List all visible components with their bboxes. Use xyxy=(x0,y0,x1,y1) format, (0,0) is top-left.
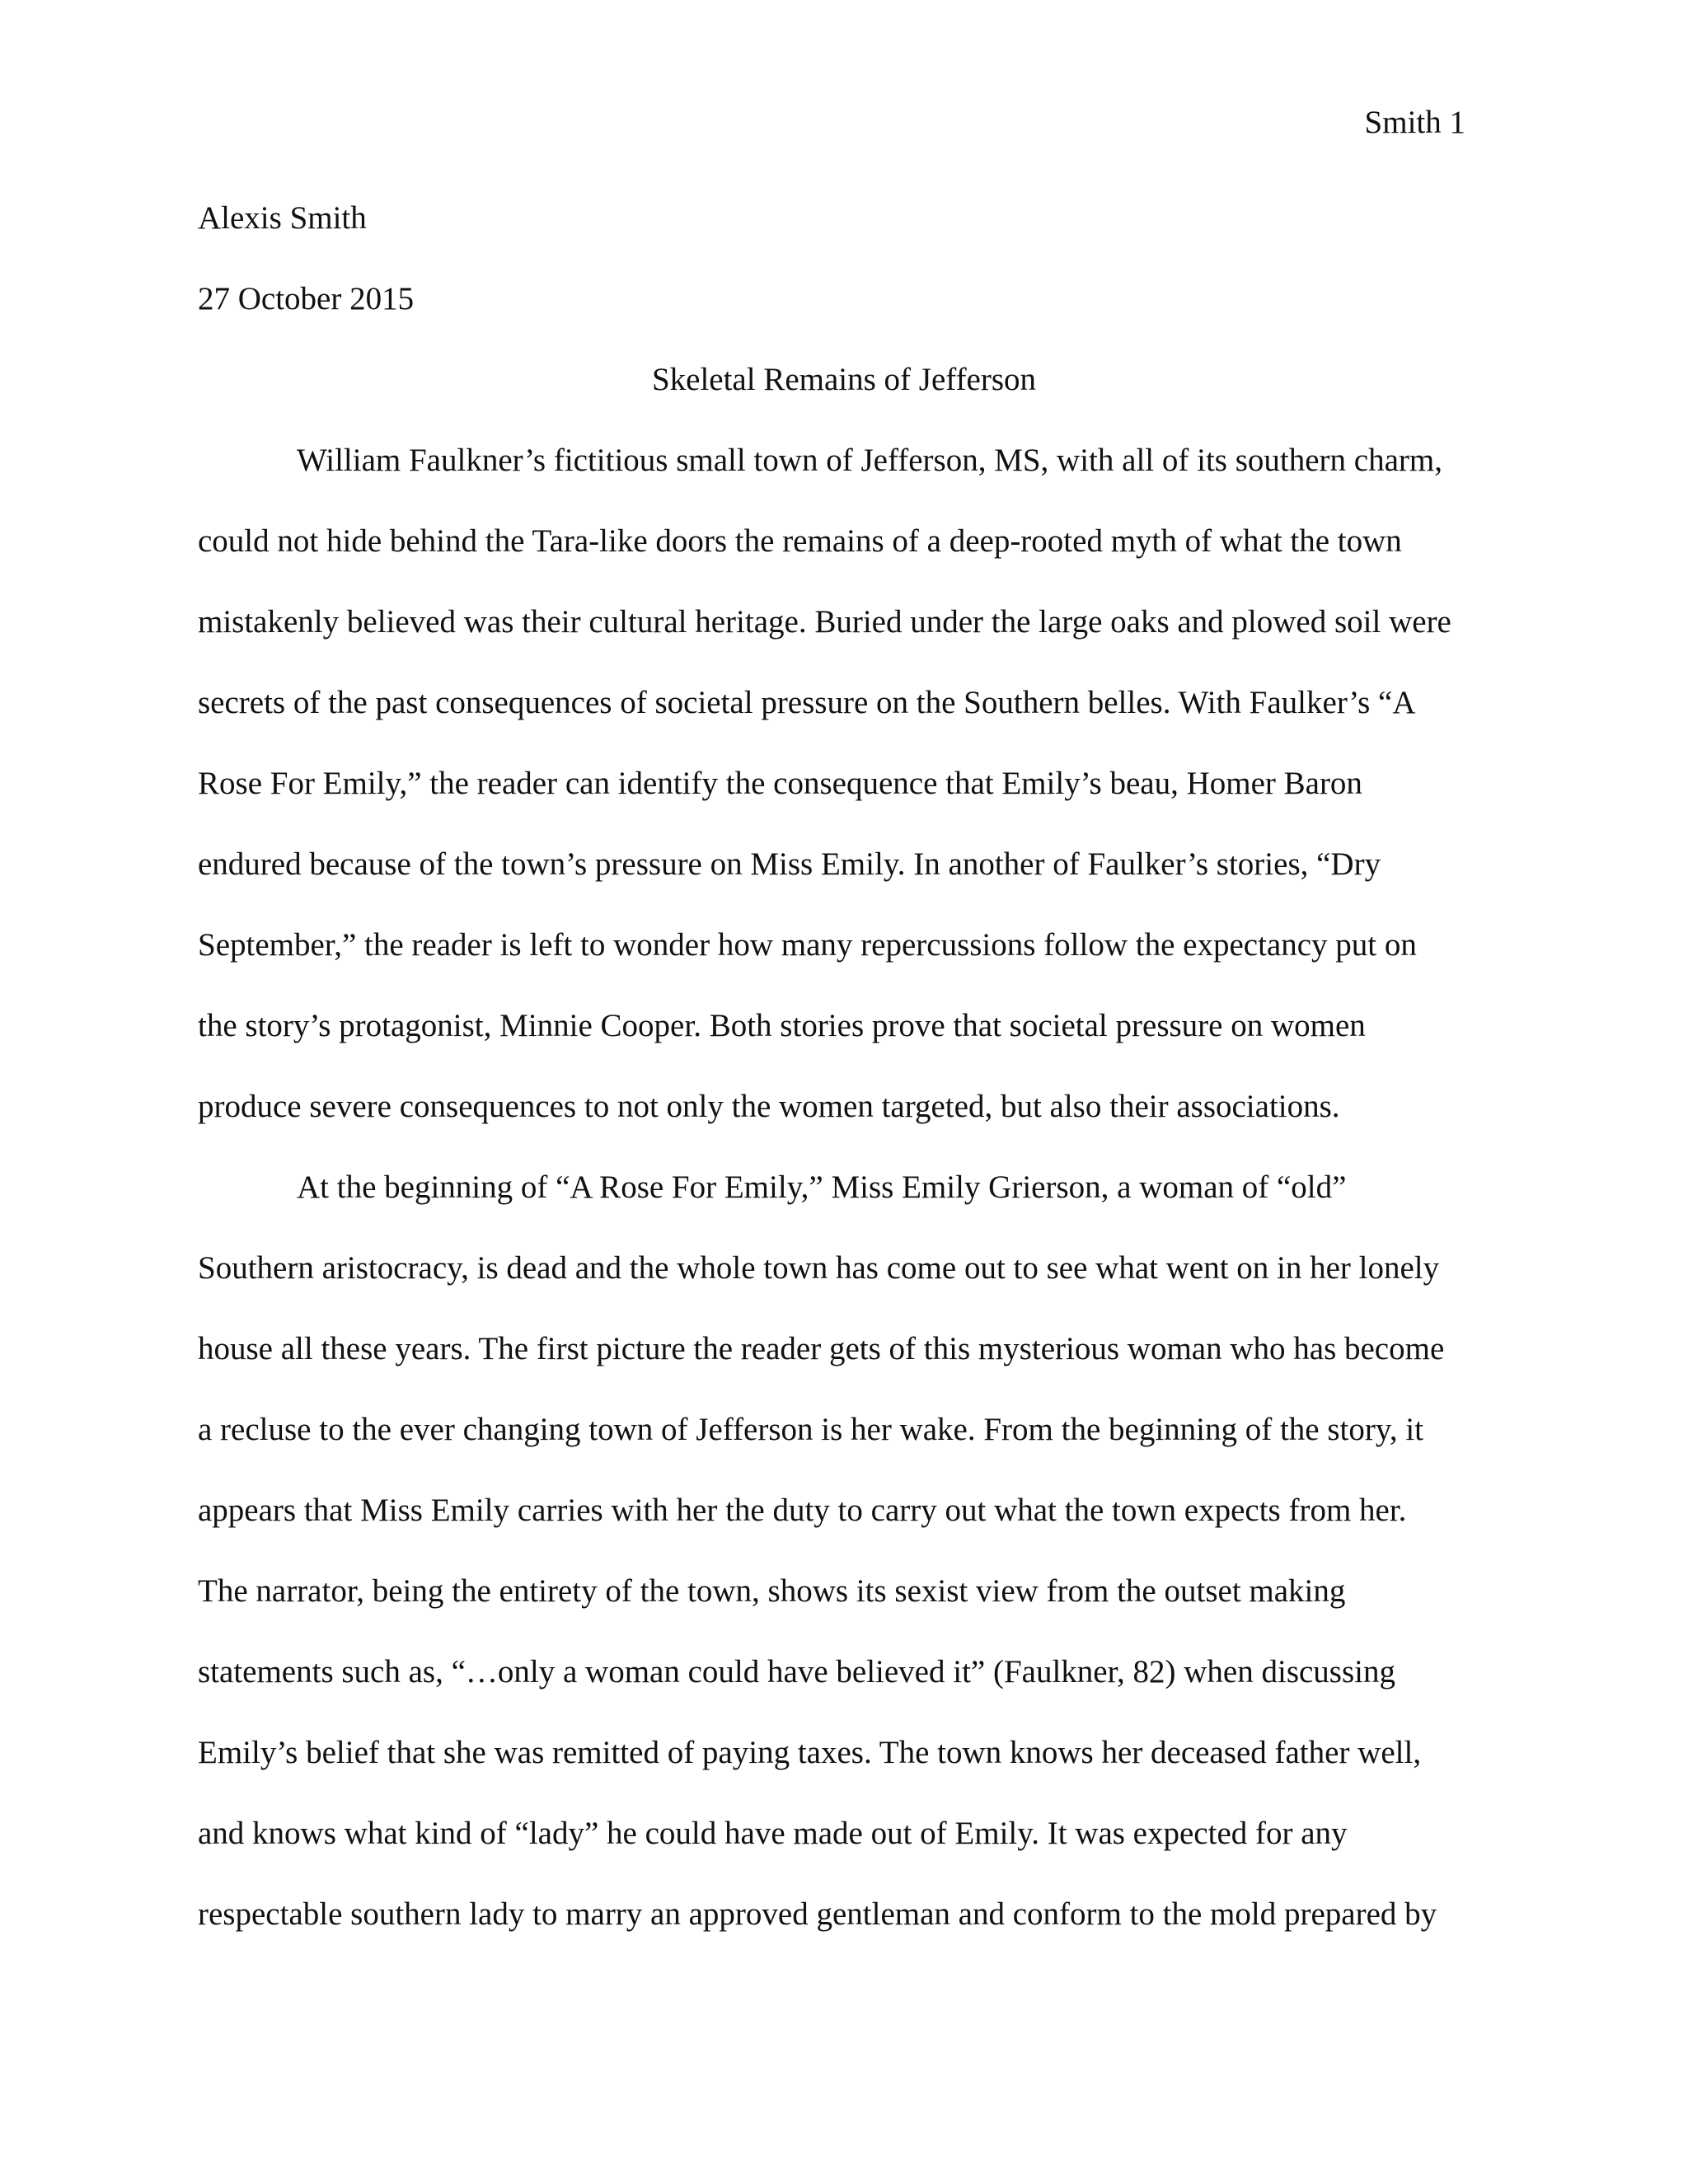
paragraph-2-line-8: Emily’s belief that she was remitted of paying taxes. The town knows her deceased father well, xyxy=(198,1735,1422,1770)
essay-body xyxy=(198,437,1490,1971)
paragraph-2-line-4: a recluse to the ever changing town of Jefferson is her wake. From the beginning of the story, it xyxy=(198,1412,1424,1447)
page-header: Smith 1 xyxy=(1364,105,1465,140)
paragraph-1-line-3: mistakenly believed was their cultural heritage. Buried under the large oaks and plowed soil were xyxy=(198,604,1451,640)
author-name: Alexis Smith xyxy=(198,200,367,236)
paragraph-2-line-3: house all these years. The first picture the reader gets of this mysterious woman who has become xyxy=(198,1331,1445,1366)
paragraph-2-line-2: Southern aristocracy, is dead and the whole town has come out to see what went on in her lonely xyxy=(198,1250,1440,1286)
document-date: 27 October 2015 xyxy=(198,281,415,316)
paragraph-2-line-1: At the beginning of “A Rose For Emily,” Miss Emily Grierson, a woman of “old” xyxy=(297,1169,1347,1205)
paragraph-1-line-8: the story’s protagonist, Minnie Cooper. Both stories prove that societal pressure on women xyxy=(198,1008,1366,1043)
paragraph-1-line-5: Rose For Emily,” the reader can identify the consequence that Emily’s beau, Homer Baron xyxy=(198,766,1362,801)
paragraph-2-line-7: statements such as, “…only a woman could have believed it” (Faulkner, 82) when discussing xyxy=(198,1654,1395,1690)
paragraph-2-line-6: The narrator, being the entirety of the town, shows its sexist view from the outset making xyxy=(198,1573,1346,1609)
paragraph-1-line-1: William Faulkner’s fictitious small town of Jefferson, MS, with all of its southern charm, xyxy=(297,443,1442,478)
essay-title: Skeletal Remains of Jefferson xyxy=(651,362,1037,397)
paragraph-1-line-6: endured because of the town’s pressure on Miss Emily. In another of Faulker’s stories, “Dry xyxy=(198,846,1381,882)
paragraph-2-line-9: and knows what kind of “lady” he could have made out of Emily. It was expected for any xyxy=(198,1816,1348,1851)
paragraph-2-line-5: appears that Miss Emily carries with her the duty to carry out what the town expects from her. xyxy=(198,1493,1407,1528)
paragraph-1-line-2: could not hide behind the Tara-like doors the remains of a deep-rooted myth of what the town xyxy=(198,523,1402,559)
paragraph-1-line-7: September,” the reader is left to wonder how many repercussions follow the expectancy put on xyxy=(198,927,1417,963)
paragraph-2-line-10: respectable southern lady to marry an approved gentleman and conform to the mold prepared by xyxy=(198,1896,1437,1932)
paragraph-1-line-4: secrets of the past consequences of societal pressure on the Southern belles. With Faulker’s “A xyxy=(198,685,1416,720)
paragraph-1-line-9: produce severe consequences to not only the women targeted, but also their associations. xyxy=(198,1089,1340,1124)
